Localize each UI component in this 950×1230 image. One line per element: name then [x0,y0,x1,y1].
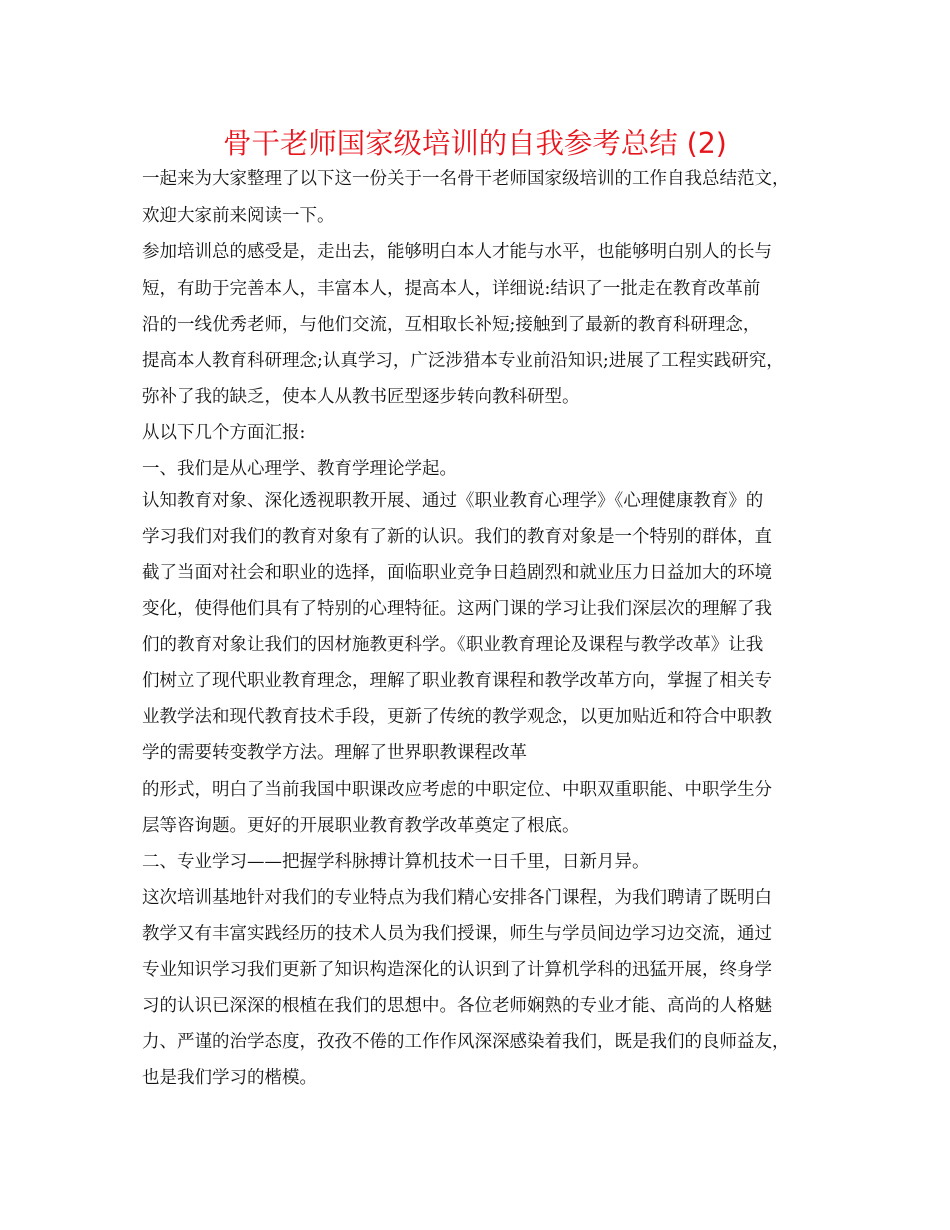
body-line: 提高本人教育科研理念;认真学习，广泛涉猎本专业前沿知识;进展了工程实践研究， [142,351,784,371]
body-line: 这次培训基地针对我们的专业特点为我们精心安排各门课程，为我们聘请了既明白 [142,888,772,908]
body-line: 专业知识学习我们更新了知识构造深化的认识到了计算机学科的迅猛开展，终身学 [142,960,772,980]
body-line: 学习我们对我们的教育对象有了新的认识。我们的教育对象是一个特别的群体，直 [142,527,772,547]
body-line: 们的教育对象让我们的因材施教更科学。《职业教育理论及课程与教学改革》让我 [142,635,764,655]
body-line: 从以下几个方面汇报: [142,423,306,443]
body-line: 学的需要转变教学方法。理解了世界职教课程改革 [142,743,527,763]
document-title: 骨干老师国家级培训的自我参考总结 (2) [223,127,727,160]
body-line: 沿的一线优秀老师，与他们交流，互相取长补短;接触到了最新的教育科研理念， [142,315,761,335]
body-line: 层等咨询题。更好的开展职业教育教学改革奠定了根底。 [142,816,580,836]
body-line: 也是我们学习的楷模。 [142,1068,317,1088]
body-line: 弥补了我的缺乏，使本人从教书匠型逐步转向教科研型。 [142,387,580,407]
body-line: 欢迎大家前来阅读一下。 [142,206,335,226]
body-line: 业教学法和现代教育技术手段，更新了传统的教学观念，以更加贴近和符合中职教 [142,707,772,727]
section-heading: 二、专业学习——把握学科脉搏计算机技术一日千里，日新月异。 [142,852,650,872]
body-line: 变化，使得他们具有了特别的心理特征。这两门课的学习让我们深层次的理解了我 [142,599,772,619]
body-line: 力、严谨的治学态度，孜孜不倦的工作作风深深感染着我们，既是我们的良师益友， [142,1032,790,1052]
section-heading: 一、我们是从心理学、教育学理论学起。 [142,459,457,479]
body-line: 一起来为大家整理了以下这一份关于一名骨干老师国家级培训的工作自我总结范文， [142,169,790,189]
body-line: 短，有助于完善本人，丰富本人，提高本人，详细说:结识了一批走在教育改革前 [142,279,761,299]
body-line: 的形式，明白了当前我国中职课改应考虑的中职定位、中职双重职能、中职学生分 [142,780,772,800]
body-line: 截了当面对社会和职业的选择，面临职业竞争日趋剧烈和就业压力日益加大的环境 [142,563,772,583]
body-line: 习的认识已深深的根植在我们的思想中。各位老师娴熟的专业才能、高尚的人格魅 [142,996,772,1016]
body-line: 认知教育对象、深化透视职教开展、通过《职业教育心理学》《心理健康教育》的 [142,491,764,511]
body-line: 教学又有丰富实践经历的技术人员为我们授课，师生与学员间边学习边交流，通过 [142,924,772,944]
body-line: 参加培训总的感受是，走出去，能够明白本人才能与水平，也能够明白别人的长与 [142,242,772,262]
body-line: 们树立了现代职业教育理念，理解了职业教育课程和教学改革方向，掌握了相关专 [142,671,772,691]
